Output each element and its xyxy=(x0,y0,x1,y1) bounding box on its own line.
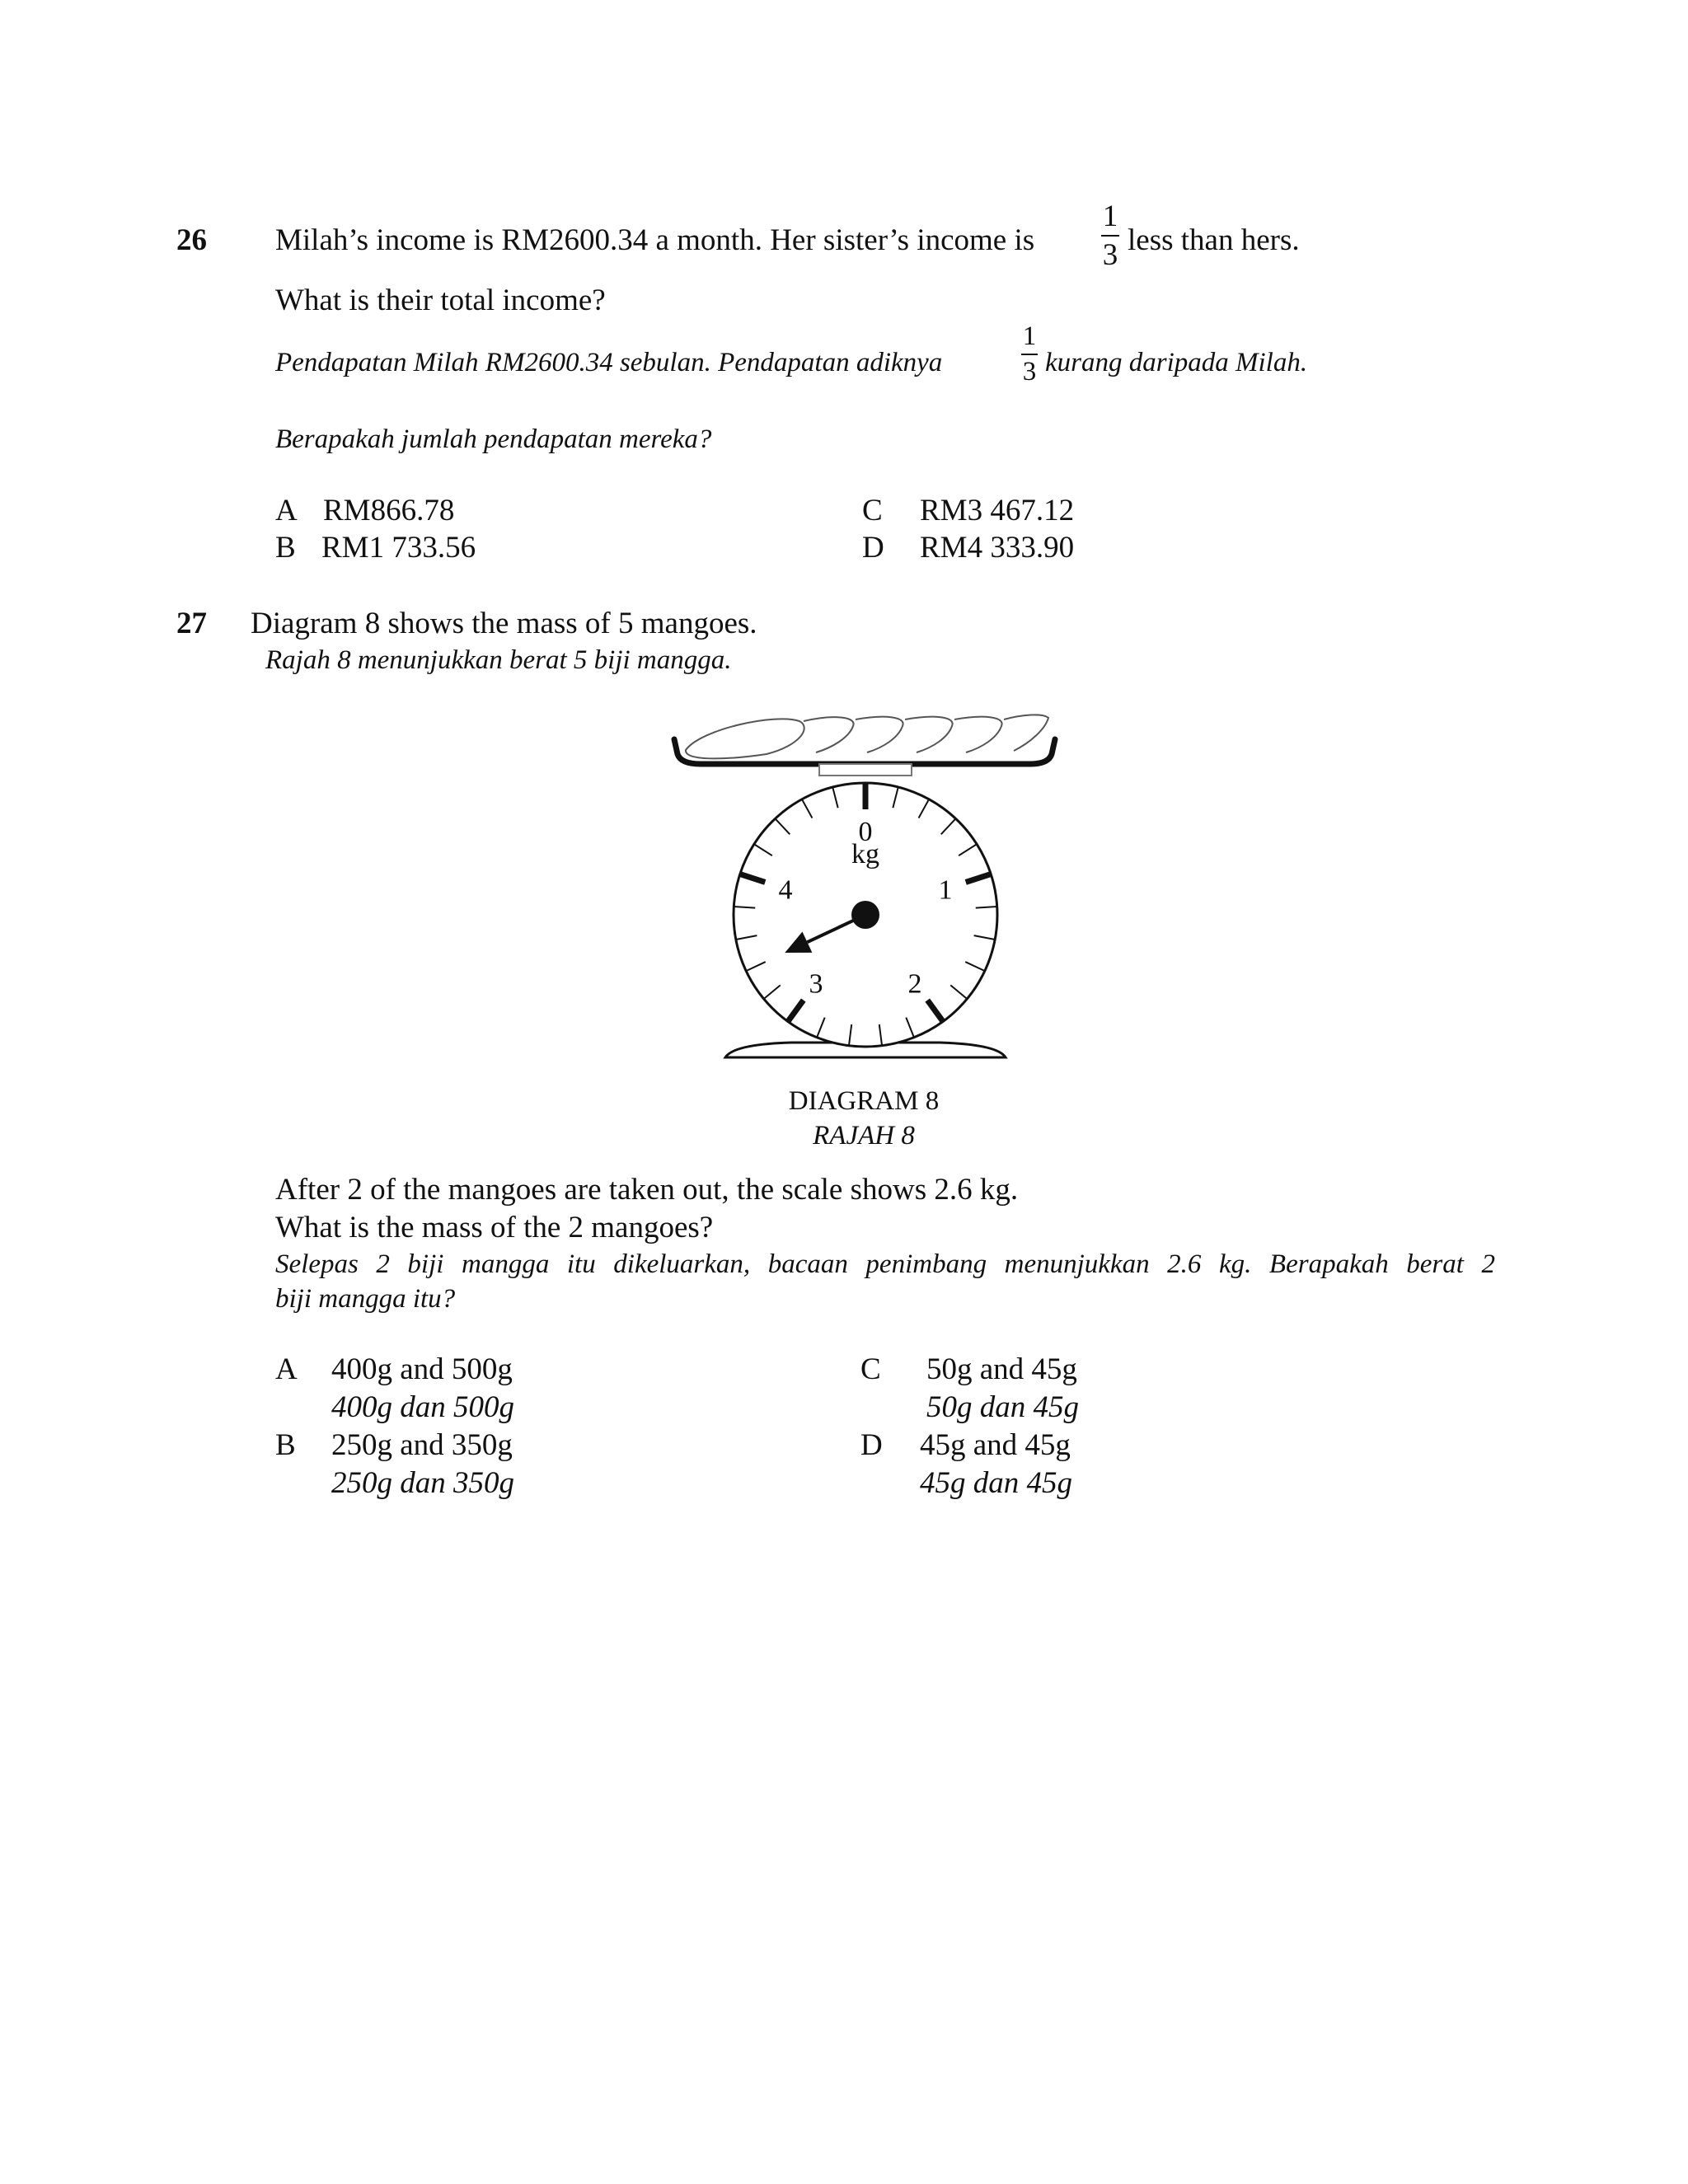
diagram-caption-malay: RAJAH 8 xyxy=(813,1121,915,1151)
q26-option-b-letter: B xyxy=(275,531,296,565)
q26-option-d[interactable]: RM4 333.90 xyxy=(920,531,1075,565)
fraction-bar xyxy=(1021,354,1038,355)
question-27-number: 27 xyxy=(176,607,207,640)
dial-label-4: 4 xyxy=(778,874,793,906)
q27-option-c-malay: 50g dan 45g xyxy=(926,1390,1079,1424)
q27-option-b-malay: 250g dan 350g xyxy=(331,1466,514,1500)
q26-option-d-letter: D xyxy=(862,531,884,565)
q26-malay-line1: Pendapatan Milah RM2600.34 sebulan. Pendapatan adiknya xyxy=(275,348,943,377)
q27-option-b[interactable]: 250g and 350g xyxy=(331,1428,513,1462)
q26-malay-line1-end: kurang daripada Milah. xyxy=(1045,348,1308,377)
mango-icon xyxy=(1004,715,1048,751)
fraction-bar xyxy=(1101,235,1119,237)
mangoes-group xyxy=(686,715,1048,758)
mango-icon xyxy=(804,717,854,752)
fraction-denominator: 3 xyxy=(1022,357,1037,387)
q26-fraction-one-third xyxy=(1099,201,1122,270)
q26-english-question: What is their total income? xyxy=(275,284,606,317)
q26-malay-question: Berapakah jumlah pendapatan mereka? xyxy=(275,424,712,454)
q27-option-d-letter: D xyxy=(860,1428,883,1462)
q27-option-a-letter: A xyxy=(275,1352,298,1386)
mango-icon xyxy=(905,717,953,752)
q26-english-line1-end: less than hers. xyxy=(1128,223,1300,257)
dial-unit-label: kg xyxy=(851,839,879,869)
mango-icon xyxy=(856,717,903,752)
q27-english-question-line1: After 2 of the mangoes are taken out, the scale shows 2.6 kg. xyxy=(275,1173,1019,1207)
dial-label-3: 3 xyxy=(809,968,823,1000)
scale-stem xyxy=(819,764,912,776)
q27-english-question-line2: What is the mass of the 2 mangoes? xyxy=(275,1211,714,1244)
q26-option-c[interactable]: RM3 467.12 xyxy=(920,494,1075,527)
scale-dial xyxy=(734,783,997,1047)
q27-option-a[interactable]: 400g and 500g xyxy=(331,1352,513,1386)
fraction-numerator: 1 xyxy=(1102,199,1118,233)
q27-option-b-letter: B xyxy=(275,1428,296,1462)
q27-malay-intro: Rajah 8 menunjukkan berat 5 biji mangga. xyxy=(265,645,732,675)
q26-option-a-letter: A xyxy=(275,494,298,527)
q27-malay-question-line2: biji mangga itu? xyxy=(275,1284,456,1314)
fraction-denominator: 3 xyxy=(1102,238,1118,272)
question-26-number: 26 xyxy=(176,223,207,257)
q27-option-a-malay: 400g dan 500g xyxy=(331,1390,514,1424)
dial-label-0: 0 xyxy=(858,817,873,847)
q26-option-a[interactable]: RM866.78 xyxy=(323,494,455,527)
q27-option-c[interactable]: 50g and 45g xyxy=(926,1352,1077,1386)
dial-label-2: 2 xyxy=(907,968,922,1000)
q26-option-b[interactable]: RM1 733.56 xyxy=(321,531,476,565)
needle-hub xyxy=(851,901,879,929)
diagram-caption-english: DIAGRAM 8 xyxy=(788,1086,940,1116)
q27-option-d[interactable]: 45g and 45g xyxy=(920,1428,1071,1462)
weighing-scale-diagram xyxy=(668,705,1063,1067)
q26-malay-fraction xyxy=(1019,323,1040,386)
q26-english-line1: Milah’s income is RM2600.34 a month. Her sister’s income is xyxy=(275,223,1035,257)
q27-option-c-letter: C xyxy=(860,1352,881,1386)
mango-icon xyxy=(686,719,804,758)
fraction-numerator: 1 xyxy=(1022,321,1037,351)
q27-option-d-malay: 45g dan 45g xyxy=(920,1466,1072,1500)
q27-english-intro: Diagram 8 shows the mass of 5 mangoes. xyxy=(251,607,757,640)
q26-option-c-letter: C xyxy=(862,494,883,527)
mango-icon xyxy=(954,717,1002,752)
q27-malay-question-line1: Selepas 2 biji mangga itu dikeluarkan, bacaan penimbang menunjukkan 2.6 kg. Berapakah berat 2 xyxy=(275,1249,1495,1279)
dial-label-1: 1 xyxy=(938,874,953,906)
